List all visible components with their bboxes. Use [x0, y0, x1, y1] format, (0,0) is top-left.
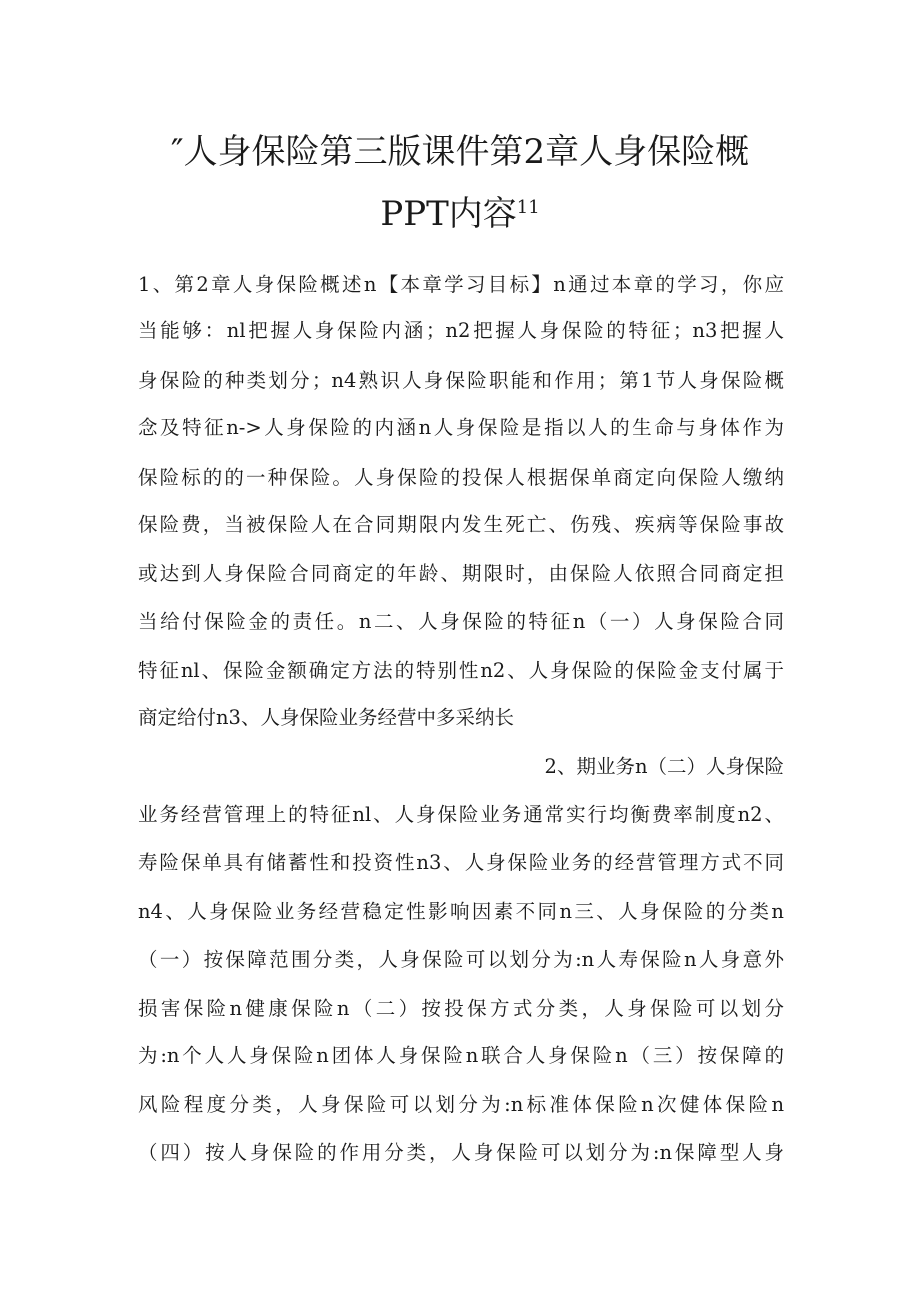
- body-line: 商定给付n3、人身保险业务经营中多采纳长: [138, 706, 514, 729]
- body-line: 或达到人身保险合同商定的年龄、期限时，由保险人依照合同商定担: [138, 562, 784, 585]
- body-line: 2、期业务n（二）人身保险: [544, 755, 784, 778]
- title-text-2: PPT内容: [380, 194, 517, 234]
- body-line: 当能够：nl把握人身保险内涵；n2把握人身保险的特征；n3把握人: [138, 319, 784, 342]
- body-line: 损害保险n健康保险n（二）按投保方式分类，人身保险可以划分: [138, 997, 784, 1020]
- body-line: 业务经营管理上的特征nl、人身保险业务通常实行均衡费率制度n2、: [138, 803, 784, 826]
- body-line: 为:n个人人身保险n团体人身保险n联合人身保险n（三）按保障的: [138, 1044, 784, 1067]
- body-line: 寿险保单具有储蓄性和投资性n3、人身保险业务的经营管理方式不同: [138, 851, 784, 874]
- title-superscript: 11: [516, 197, 540, 218]
- body-line: 当给付保险金的责任。n二、人身保险的特征n（一）人身保险合同: [138, 610, 784, 633]
- document-title-line-1: [100, 132, 820, 172]
- body-line: 保险费，当被保险人在合同期限内发生死亡、伤残、疾病等保险事故: [138, 513, 784, 536]
- body-line: 念及特征n->人身保险的内涵n人身保险是指以人的生命与身体作为: [138, 416, 784, 439]
- body-line: 风险程度分类，人身保险可以划分为:n标准体保险n次健体保险n: [138, 1093, 784, 1116]
- body-line: （四）按人身保险的作用分类，人身保险可以划分为:n保障型人身: [138, 1141, 784, 1164]
- body-line: （一）按保障范围分类，人身保险可以划分为:n人寿保险n人身意外: [138, 948, 784, 971]
- body-line: 身保险的种类划分；n4熟识人身保险职能和作用；第1节人身保险概: [138, 369, 784, 392]
- body-line: 保险标的的一种保险。人身保险的投保人根据保单商定向保险人缴纳: [138, 466, 784, 489]
- body-line: 特征nl、保险金额确定方法的特别性n2、人身保险的保险金支付属于: [138, 659, 784, 682]
- body-line: n4、人身保险业务经营稳定性影响因素不同n三、人身保险的分类n: [138, 900, 784, 923]
- body-line: 1、第2章人身保险概述n【本章学习目标】n通过本章的学习，你应: [138, 273, 784, 296]
- document-title-line-2: [100, 188, 820, 234]
- title-text-1: ″人身保险第三版课件第2章人身保险概: [170, 132, 750, 172]
